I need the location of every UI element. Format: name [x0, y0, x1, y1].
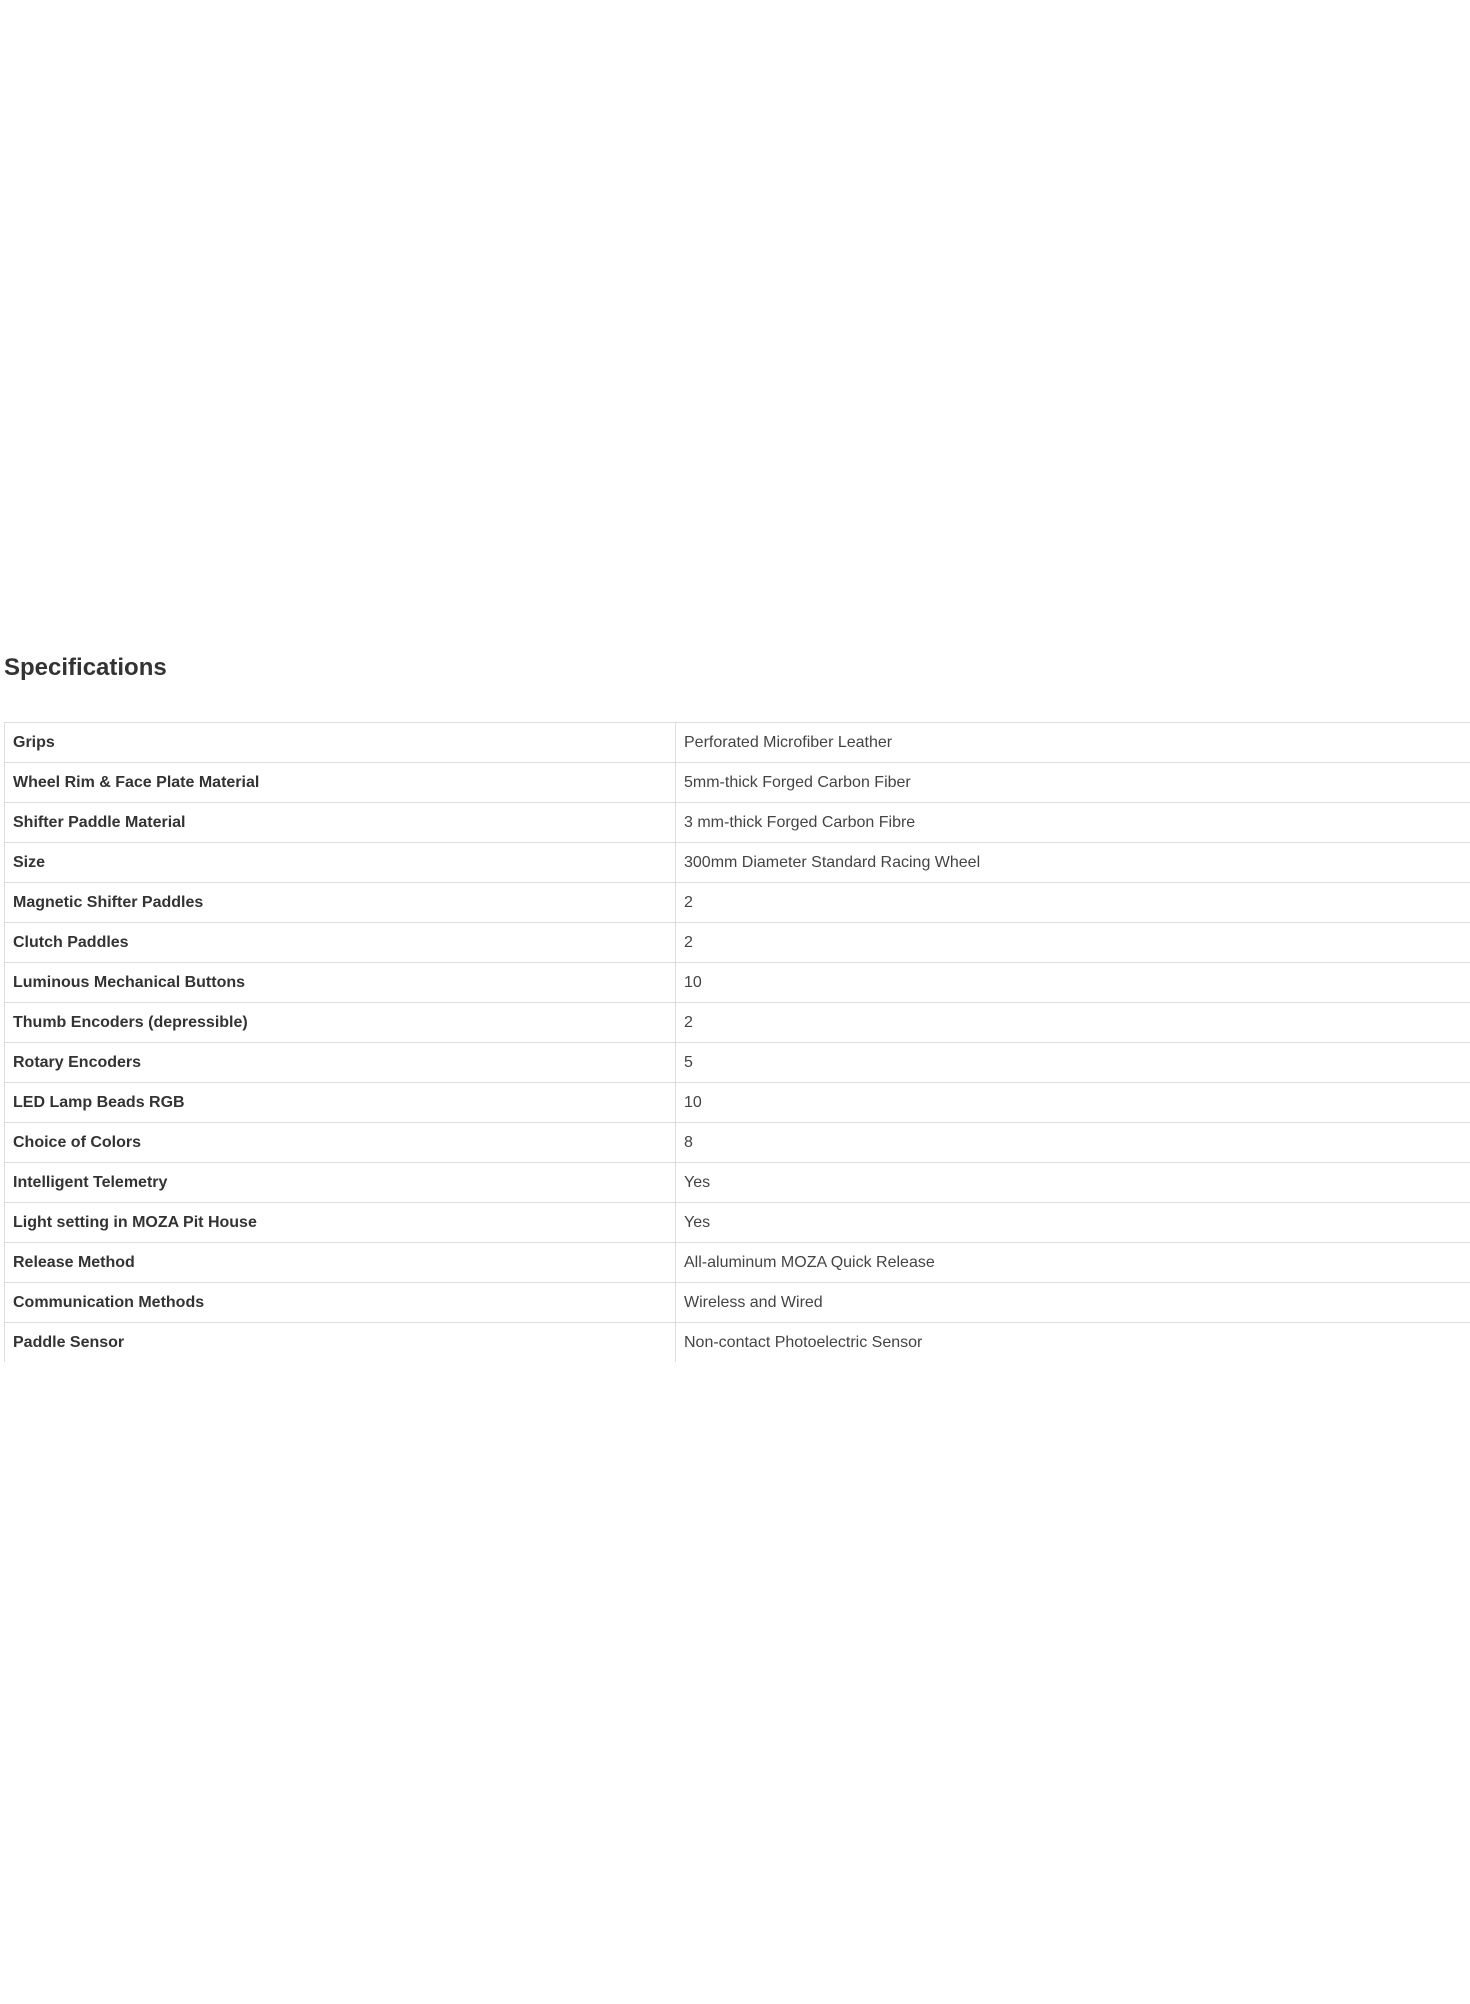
spec-value: 10 — [676, 1083, 1470, 1123]
table-row — [5, 883, 1470, 923]
spec-label: Clutch Paddles — [5, 923, 676, 963]
table-row — [5, 843, 1470, 883]
spec-value: Non-contact Photoelectric Sensor — [676, 1323, 1470, 1363]
spec-label: Intelligent Telemetry — [5, 1163, 676, 1203]
specifications-table — [4, 722, 1470, 1362]
spec-label: Choice of Colors — [5, 1123, 676, 1163]
spec-label: Shifter Paddle Material — [5, 803, 676, 843]
spec-value: 8 — [676, 1123, 1470, 1163]
spec-label: Wheel Rim & Face Plate Material — [5, 763, 676, 803]
table-row — [5, 1003, 1470, 1043]
spec-value: 2 — [676, 923, 1470, 963]
spec-value: 3 mm-thick Forged Carbon Fibre — [676, 803, 1470, 843]
spec-label: LED Lamp Beads RGB — [5, 1083, 676, 1123]
page-title: Specifications — [4, 654, 167, 681]
spec-label: Release Method — [5, 1243, 676, 1283]
specifications-table-body — [5, 723, 1470, 1363]
spec-label: Rotary Encoders — [5, 1043, 676, 1083]
table-row — [5, 1283, 1470, 1323]
spec-value: 5mm-thick Forged Carbon Fiber — [676, 763, 1470, 803]
spec-label: Magnetic Shifter Paddles — [5, 883, 676, 923]
table-row — [5, 1203, 1470, 1243]
spec-value: Perforated Microfiber Leather — [676, 723, 1470, 763]
spec-value: 2 — [676, 1003, 1470, 1043]
table-row — [5, 1243, 1470, 1283]
spec-value: 300mm Diameter Standard Racing Wheel — [676, 843, 1470, 883]
spec-value: Yes — [676, 1163, 1470, 1203]
spec-label: Light setting in MOZA Pit House — [5, 1203, 676, 1243]
spec-label: Luminous Mechanical Buttons — [5, 963, 676, 1003]
table-row — [5, 803, 1470, 843]
table-row — [5, 763, 1470, 803]
table-row — [5, 1323, 1470, 1363]
table-row — [5, 963, 1470, 1003]
spec-value: All-aluminum MOZA Quick Release — [676, 1243, 1470, 1283]
table-row — [5, 923, 1470, 963]
spec-value: Yes — [676, 1203, 1470, 1243]
table-row — [5, 1123, 1470, 1163]
spec-label: Communication Methods — [5, 1283, 676, 1323]
table-row — [5, 1083, 1470, 1123]
spec-label: Grips — [5, 723, 676, 763]
spec-label: Paddle Sensor — [5, 1323, 676, 1363]
table-row — [5, 723, 1470, 763]
spec-value: Wireless and Wired — [676, 1283, 1470, 1323]
table-row — [5, 1163, 1470, 1203]
spec-value: 5 — [676, 1043, 1470, 1083]
spec-value: 2 — [676, 883, 1470, 923]
table-row — [5, 1043, 1470, 1083]
spec-label: Thumb Encoders (depressible) — [5, 1003, 676, 1043]
spec-value: 10 — [676, 963, 1470, 1003]
spec-label: Size — [5, 843, 676, 883]
